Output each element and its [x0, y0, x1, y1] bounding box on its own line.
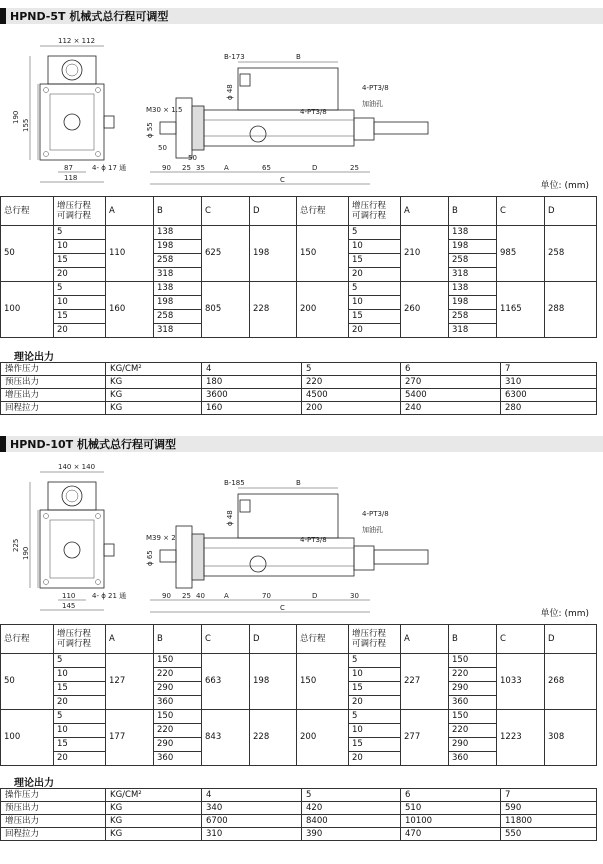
- table-cell: 15: [349, 310, 401, 324]
- table-cell: 220: [449, 724, 497, 738]
- body-front: [40, 84, 104, 160]
- force-cell: 470: [401, 828, 501, 841]
- force-cell: 3600: [202, 389, 302, 402]
- table-cell: 318: [154, 324, 202, 338]
- force-title: 理论出力: [14, 352, 54, 363]
- force-row: [1, 802, 597, 815]
- table-cell: 1165: [497, 282, 545, 338]
- table-cell: 220: [449, 668, 497, 682]
- table-cell: 10: [54, 240, 106, 254]
- dim-118: 118: [64, 174, 78, 182]
- force-cell: 340: [202, 802, 302, 815]
- header-cell: B: [449, 625, 497, 654]
- table-group: [1, 282, 597, 338]
- table-cell: 258: [545, 226, 597, 282]
- table-cell: 150: [449, 710, 497, 724]
- gauge: [250, 126, 266, 142]
- table-cell: 138: [449, 282, 497, 296]
- dim-phi65: ϕ 65: [146, 550, 154, 566]
- table-row: [1, 710, 597, 724]
- dim-145: 145: [62, 602, 76, 610]
- dim-190: 190: [12, 110, 20, 124]
- dim-b: B: [296, 479, 301, 487]
- header-cell: A: [106, 197, 154, 226]
- table-cell: 10: [349, 724, 401, 738]
- table-group: [1, 710, 597, 766]
- table-cell: 625: [202, 226, 250, 282]
- dim-110: 110: [62, 592, 76, 600]
- force-cell: KG: [106, 376, 202, 389]
- force-cell: KG/CM²: [106, 789, 202, 802]
- table-cell: 10: [54, 296, 106, 310]
- dim-a: A: [224, 592, 229, 600]
- table-cell: 160: [106, 282, 154, 338]
- table-cell: 5: [54, 710, 106, 724]
- dim-70: 70: [262, 592, 271, 600]
- dim-b173: B-173: [224, 53, 245, 61]
- table-cell: 200: [297, 282, 349, 338]
- force-table: [0, 788, 597, 841]
- header-cell: 总行程: [297, 197, 349, 226]
- table-header: [1, 625, 597, 654]
- table-cell: 5: [54, 226, 106, 240]
- header-cell: 总行程: [1, 197, 54, 226]
- table-cell: 177: [106, 710, 154, 766]
- unit-label: 单位: (mm): [540, 181, 589, 191]
- header-cell: C: [497, 197, 545, 226]
- header-cell: A: [106, 625, 154, 654]
- table-cell: 290: [449, 682, 497, 696]
- table-cell: 258: [154, 310, 202, 324]
- force-cell: 4: [202, 363, 302, 376]
- body-inner: [50, 94, 94, 150]
- dim-30: 30: [350, 592, 359, 600]
- force-row: [1, 376, 597, 389]
- drawing-svg: [0, 24, 603, 184]
- force-cell: 420: [302, 802, 401, 815]
- table-cell: 198: [154, 296, 202, 310]
- table-cell: 20: [54, 268, 106, 282]
- table-cell: 5: [349, 710, 401, 724]
- table-cell: 20: [349, 268, 401, 282]
- table-cell: 290: [154, 682, 202, 696]
- force-cell: 5: [302, 363, 401, 376]
- force-row: [1, 828, 597, 841]
- table-cell: 258: [154, 254, 202, 268]
- adjust-rod: [374, 122, 428, 134]
- force-cell: 590: [501, 802, 597, 815]
- dim-c: C: [280, 604, 285, 612]
- dim-pt2: 4-PT3/8: [300, 108, 327, 116]
- section-hpnd-5t: [0, 8, 603, 426]
- dim-oil: 加油孔: [362, 100, 383, 108]
- table-cell: 20: [349, 696, 401, 710]
- dim-50b: 50: [188, 154, 197, 162]
- force-row: [1, 402, 597, 415]
- table-cell: 138: [154, 282, 202, 296]
- table-row: [1, 226, 597, 240]
- force-cell: KG: [106, 815, 202, 828]
- force-cell: 6700: [202, 815, 302, 828]
- booster-body: [238, 68, 338, 110]
- force-cell: 增压出力: [1, 815, 106, 828]
- dim-oil: 加油孔: [362, 526, 383, 534]
- table-cell: 258: [449, 254, 497, 268]
- table-cell: 663: [202, 654, 250, 710]
- table-cell: 150: [297, 226, 349, 282]
- dim-top: 140 × 140: [58, 463, 96, 471]
- table-cell: 1033: [497, 654, 545, 710]
- dim-87: 87: [64, 164, 73, 172]
- table-cell: 200: [297, 710, 349, 766]
- force-cell: 4: [202, 789, 302, 802]
- table-cell: 360: [154, 752, 202, 766]
- force-cell: KG/CM²: [106, 363, 202, 376]
- table-cell: 20: [54, 752, 106, 766]
- dim-65: 65: [262, 164, 271, 172]
- table-cell: 138: [154, 226, 202, 240]
- table-cell: 258: [449, 310, 497, 324]
- force-table: [0, 362, 597, 415]
- table-cell: 220: [154, 668, 202, 682]
- table-cell: 15: [54, 682, 106, 696]
- dim-50: 50: [158, 144, 167, 152]
- force-cell: 回程拉力: [1, 402, 106, 415]
- table-cell: 318: [449, 324, 497, 338]
- table-cell: 10: [54, 668, 106, 682]
- header-cell: A: [401, 625, 449, 654]
- table-cell: 985: [497, 226, 545, 282]
- dim-155: 155: [22, 118, 30, 132]
- table-cell: 20: [349, 324, 401, 338]
- header-cell: C: [497, 625, 545, 654]
- table-cell: 5: [54, 282, 106, 296]
- table-cell: 5: [349, 282, 401, 296]
- table-cell: 220: [154, 724, 202, 738]
- dim-b: B: [296, 53, 301, 61]
- dim-c: C: [280, 176, 285, 184]
- table-cell: 360: [154, 696, 202, 710]
- table-cell: 127: [106, 654, 154, 710]
- technical-drawing: [0, 24, 603, 184]
- spec-table: [0, 196, 597, 338]
- header-cell: B: [154, 197, 202, 226]
- force-cell: 310: [202, 828, 302, 841]
- force-row: [1, 815, 597, 828]
- table-cell: 15: [349, 738, 401, 752]
- table-cell: 150: [154, 710, 202, 724]
- dim-phi48: ϕ 48: [226, 510, 234, 526]
- table-cell: 290: [154, 738, 202, 752]
- table-cell: 198: [449, 240, 497, 254]
- header-cell: D: [545, 197, 597, 226]
- force-cell: 280: [501, 402, 597, 415]
- dim-d: D: [312, 592, 318, 600]
- force-row: [1, 389, 597, 402]
- header-cell: 增压行程 可调行程: [349, 625, 401, 654]
- header-cell: D: [250, 625, 297, 654]
- table-cell: 198: [250, 654, 297, 710]
- table-cell: 210: [401, 226, 449, 282]
- table-cell: 10: [349, 296, 401, 310]
- force-cell: 200: [302, 402, 401, 415]
- port-circle: [62, 60, 82, 80]
- table-cell: 5: [349, 226, 401, 240]
- table-cell: 198: [449, 296, 497, 310]
- center-bore: [64, 114, 80, 130]
- table-cell: 260: [401, 282, 449, 338]
- dim-25b: 25: [350, 164, 359, 172]
- table-cell: 290: [449, 738, 497, 752]
- table-group: [1, 226, 597, 282]
- drawing-svg: [0, 452, 603, 612]
- table-cell: 150: [297, 654, 349, 710]
- table-cell: 277: [401, 710, 449, 766]
- dim-225: 225: [12, 538, 20, 552]
- dim-m39: M39 × 2: [146, 534, 176, 542]
- table-cell: 5: [349, 654, 401, 668]
- header-cell: A: [401, 197, 449, 226]
- dim-25a: 25: [182, 164, 191, 172]
- force-cell: 操作压力: [1, 789, 106, 802]
- table-cell: 10: [349, 668, 401, 682]
- dim-b185: B-185: [224, 479, 245, 487]
- dim-pt1: 4-PT3/8: [362, 84, 389, 92]
- table-cell: 15: [349, 682, 401, 696]
- table-row: [1, 282, 597, 296]
- force-cell: 8400: [302, 815, 401, 828]
- force-cell: 5400: [401, 389, 501, 402]
- table-cell: 100: [1, 710, 54, 766]
- header-cell: 总行程: [297, 625, 349, 654]
- dim-d: D: [312, 164, 318, 172]
- table-cell: 843: [202, 710, 250, 766]
- force-cell: 240: [401, 402, 501, 415]
- force-cell: KG: [106, 802, 202, 815]
- port-inner: [66, 64, 78, 76]
- force-cell: 10100: [401, 815, 501, 828]
- table-cell: 288: [545, 282, 597, 338]
- force-cell: 160: [202, 402, 302, 415]
- force-title: 理论出力: [14, 778, 54, 789]
- force-cell: 回程拉力: [1, 828, 106, 841]
- force-cell: 270: [401, 376, 501, 389]
- table-cell: 318: [449, 268, 497, 282]
- force-cell: KG: [106, 389, 202, 402]
- header-cell: 增压行程 可调行程: [54, 197, 106, 226]
- force-cell: 6300: [501, 389, 597, 402]
- force-cell: KG: [106, 828, 202, 841]
- table-header: [1, 197, 597, 226]
- dim-40: 40: [196, 592, 205, 600]
- table-cell: 15: [349, 254, 401, 268]
- dim-pt1: 4-PT3/8: [362, 510, 389, 518]
- table-cell: 100: [1, 282, 54, 338]
- header-cell: B: [154, 625, 202, 654]
- table-cell: 15: [54, 310, 106, 324]
- table-cell: 50: [1, 654, 54, 710]
- table-cell: 360: [449, 752, 497, 766]
- dim-phi48: ϕ 48: [226, 84, 234, 100]
- table-cell: 228: [250, 282, 297, 338]
- header-cell: D: [545, 625, 597, 654]
- table-cell: 360: [449, 696, 497, 710]
- force-cell: 11800: [501, 815, 597, 828]
- table-cell: 110: [106, 226, 154, 282]
- table-cell: 50: [1, 226, 54, 282]
- dim-35: 35: [196, 164, 205, 172]
- dim-hole: 4- ϕ 17 通: [92, 164, 127, 172]
- force-row: [1, 363, 597, 376]
- table-cell: 198: [154, 240, 202, 254]
- table-cell: 150: [449, 654, 497, 668]
- force-cell: 7: [501, 363, 597, 376]
- table-cell: 15: [54, 738, 106, 752]
- table-cell: 20: [54, 324, 106, 338]
- table-cell: 318: [154, 268, 202, 282]
- table-cell: 138: [449, 226, 497, 240]
- force-cell: 390: [302, 828, 401, 841]
- force-cell: 4500: [302, 389, 401, 402]
- table-cell: 20: [54, 696, 106, 710]
- dim-m30: M30 × 1.5: [146, 106, 183, 114]
- header-cell: C: [202, 197, 250, 226]
- force-cell: 预压出力: [1, 802, 106, 815]
- table-cell: 227: [401, 654, 449, 710]
- table-cell: 198: [250, 226, 297, 282]
- dim-top: 112 × 112: [58, 37, 96, 45]
- force-row: [1, 789, 597, 802]
- dim-190: 190: [22, 546, 30, 560]
- table-cell: 5: [54, 654, 106, 668]
- force-cell: 5: [302, 789, 401, 802]
- header-cell: D: [250, 197, 297, 226]
- dim-pt2: 4-PT3/8: [300, 536, 327, 544]
- header-cell: 增压行程 可调行程: [349, 197, 401, 226]
- header-cell: C: [202, 625, 250, 654]
- force-cell: 操作压力: [1, 363, 106, 376]
- force-cell: 310: [501, 376, 597, 389]
- table-cell: 150: [154, 654, 202, 668]
- dim-a: A: [224, 164, 229, 172]
- section-title: [0, 8, 603, 24]
- table-cell: 228: [250, 710, 297, 766]
- force-cell: 7: [501, 789, 597, 802]
- section-title-text: HPND-5T 机械式总行程可调型: [10, 10, 169, 23]
- force-cell: 550: [501, 828, 597, 841]
- dim-90: 90: [162, 592, 171, 600]
- technical-drawing: [0, 452, 603, 612]
- table-cell: 308: [545, 710, 597, 766]
- table-row: [1, 654, 597, 668]
- header-cell: 增压行程 可调行程: [54, 625, 106, 654]
- header-cell: 总行程: [1, 625, 54, 654]
- force-cell: 增压出力: [1, 389, 106, 402]
- dim-hole: 4- ϕ 21 通: [92, 592, 127, 600]
- table-group: [1, 654, 597, 710]
- dim-phi55: ϕ 55: [146, 122, 154, 138]
- dim-90: 90: [162, 164, 171, 172]
- dim-25: 25: [182, 592, 191, 600]
- force-cell: 6: [401, 789, 501, 802]
- section-hpnd-10t: [0, 436, 603, 864]
- force-cell: 220: [302, 376, 401, 389]
- section-title-text: HPND-10T 机械式总行程可调型: [10, 438, 177, 451]
- section-title: [0, 436, 603, 452]
- cylinder-body: [204, 110, 354, 146]
- side-valve: [104, 116, 114, 128]
- force-cell: 6: [401, 363, 501, 376]
- table-cell: 15: [54, 254, 106, 268]
- table-cell: 805: [202, 282, 250, 338]
- spec-table: [0, 624, 597, 766]
- header-cell: B: [449, 197, 497, 226]
- table-cell: 20: [349, 752, 401, 766]
- force-cell: KG: [106, 402, 202, 415]
- table-cell: 10: [54, 724, 106, 738]
- force-cell: 预压出力: [1, 376, 106, 389]
- table-cell: 268: [545, 654, 597, 710]
- table-cell: 10: [349, 240, 401, 254]
- force-cell: 510: [401, 802, 501, 815]
- table-cell: 1223: [497, 710, 545, 766]
- unit-label: 单位: (mm): [540, 609, 589, 619]
- force-cell: 180: [202, 376, 302, 389]
